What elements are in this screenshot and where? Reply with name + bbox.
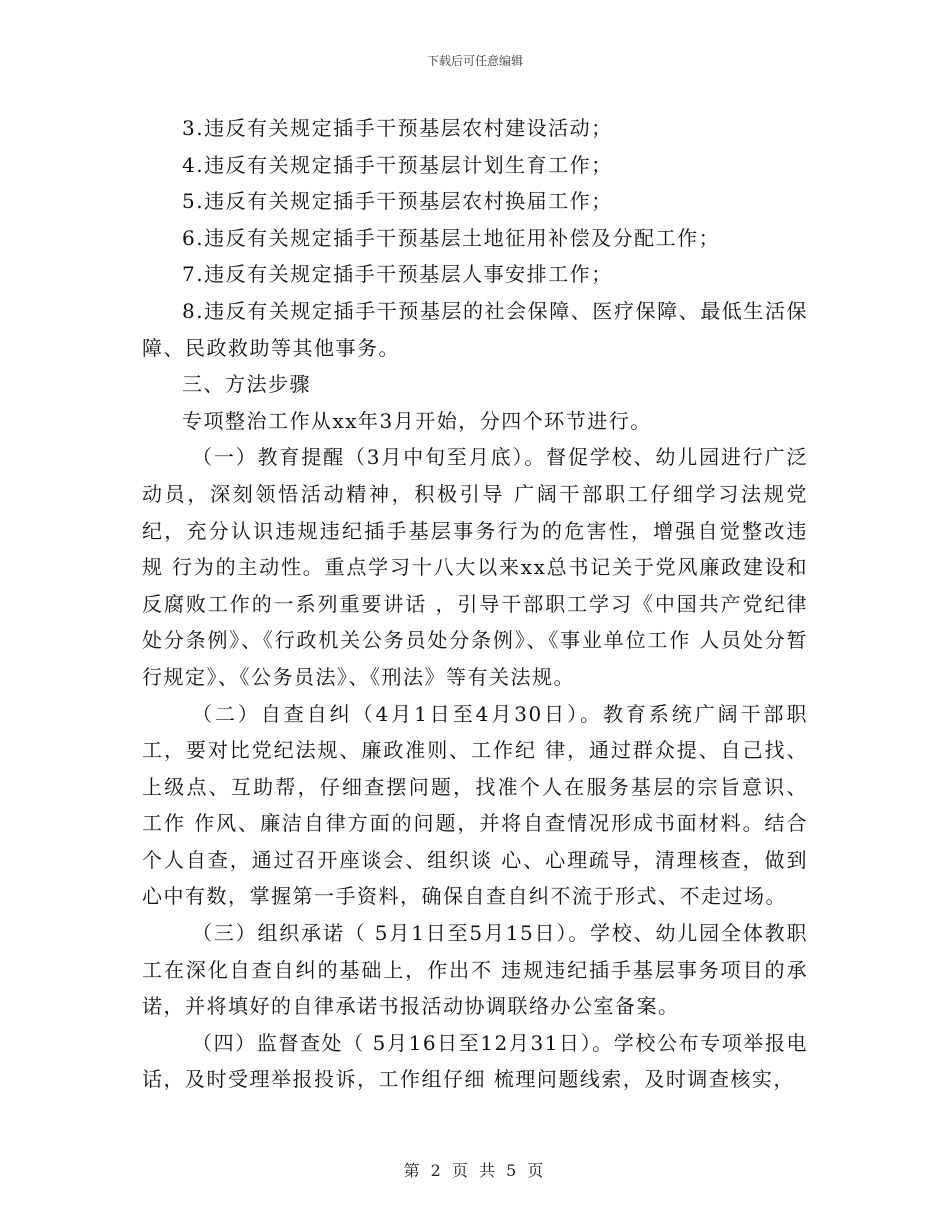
page-footer: 第 2 页 共 5 页 [403,1161,547,1180]
step-two-paragraph: （二）自查自纠（4月1日至4月30日）。教育系统广阔干部职工，要对比党纪法规、廉政准则、工作纪 律，通过群众提、自己找、上级点、互助帮，仔细查摆问题，找准个人在服务基层的宗旨意识、工作 作风、廉洁自律方面的问题，并将自查情况形成书面材料。结合个人自查，通过召开座谈会、组织谈 心、心理疏导，清理核查，做到心中有数，掌握第一手资料，确保自查自纠不流于形式、不走过场。 [142,701,808,909]
list-item-8: 8.违反有关规定插手干预基层的社会保障、医疗保障、最低生活保障、民政救助等其他事务。 [142,298,808,360]
list-item-7: 7.违反有关规定插手干预基层人事安排工作； [182,262,613,287]
document-body [142,110,808,1098]
step-three-paragraph: （三）组织承诺（ 5月1日至5月15日）。学校、幼儿园全体教职工在深化自查自纠的基础上，作出不 违规违纪插手基层事务项目的承诺，并将填好的自律承诺书报活动协调联络办公室备案。 [142,921,808,1019]
page-header: 下载后可任意编辑 [426,54,523,68]
step-one-paragraph: （一）教育提醒（3月中旬至月底）。督促学校、幼儿园进行广泛动员，深刻领悟活动精神，积极引导 广阔干部职工仔细学习法规党纪，充分认识违规违纪插手基层事务行为的危害性，增强自觉整改违规 行为的主动性。重点学习十八大以来xx总书记关于党风廉政建设和反腐败工作的一系列重要讲话 ，引导干部职工学习《中国共产党纪律处分条例》、《行政机关公务员处分条例》、《事业单位工作 人员处分暂行规定》、《公务员法》、《刑法》等有关法规。 [142,445,808,689]
section-intro: 专项整治工作从xx年3月开始，分四个环节进行。 [182,408,652,433]
list-item-5: 5.违反有关规定插手干预基层农村换届工作； [182,189,613,214]
list-item-6: 6.违反有关规定插手干预基层土地征用补偿及分配工作； [182,225,721,250]
list-item-4: 4.违反有关规定插手干预基层计划生育工作； [182,152,613,177]
step-four-paragraph: （四）监督查处（ 5月16日至12月31日）。学校公布专项举报电话，及时受理举报投诉，工作组仔细 梳理问题线索，及时调查核实， [142,1030,808,1092]
list-item-3: 3.违反有关规定插手干预基层农村建设活动； [182,116,613,140]
section-heading: 三、方法步骤 [182,372,311,397]
